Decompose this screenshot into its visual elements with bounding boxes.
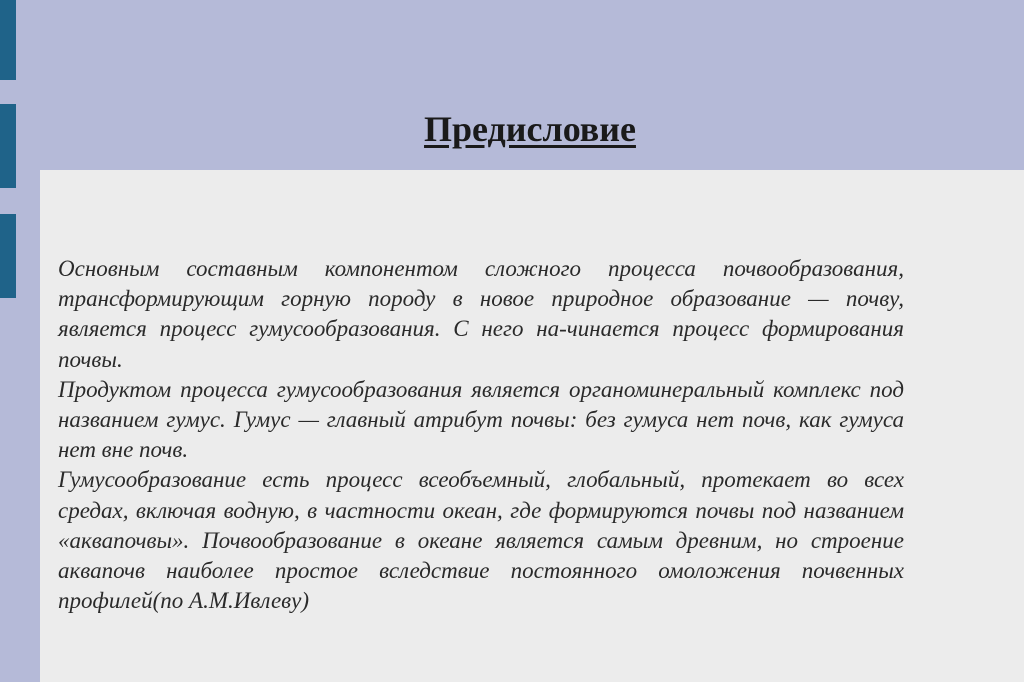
- accent-bar: [0, 0, 16, 80]
- slide-title: Предисловие: [424, 109, 636, 149]
- paragraph: Продуктом процесса гумусообразования является органоминеральный комплекс под названием гумус. Гумус — главный атрибут почвы: без гумуса нет почв, как гумуса нет вне почв.: [58, 376, 904, 463]
- paragraph: Основным составным компонентом сложного процесса почвообразования, трансформирующим горную породу в новое природное образование — почву, является процесс гумусообразования. С него на-чинается процесс формирования почвы.: [58, 256, 904, 372]
- left-accent-bars: [0, 0, 16, 682]
- slide-body: [58, 254, 904, 616]
- accent-bar: [0, 214, 16, 298]
- paragraph: Гумусообразование есть процесс всеобъемный, глобальный, протекает во всех средах, включая водную, в частности океан, где формируются почвы под названием «аквапочвы». Почвообразование в океане является самым древним, но строение аквапочв наиболее простое вследствие постоянного омоложения почвенных профилей(по А.М.Ивлеву): [58, 467, 904, 614]
